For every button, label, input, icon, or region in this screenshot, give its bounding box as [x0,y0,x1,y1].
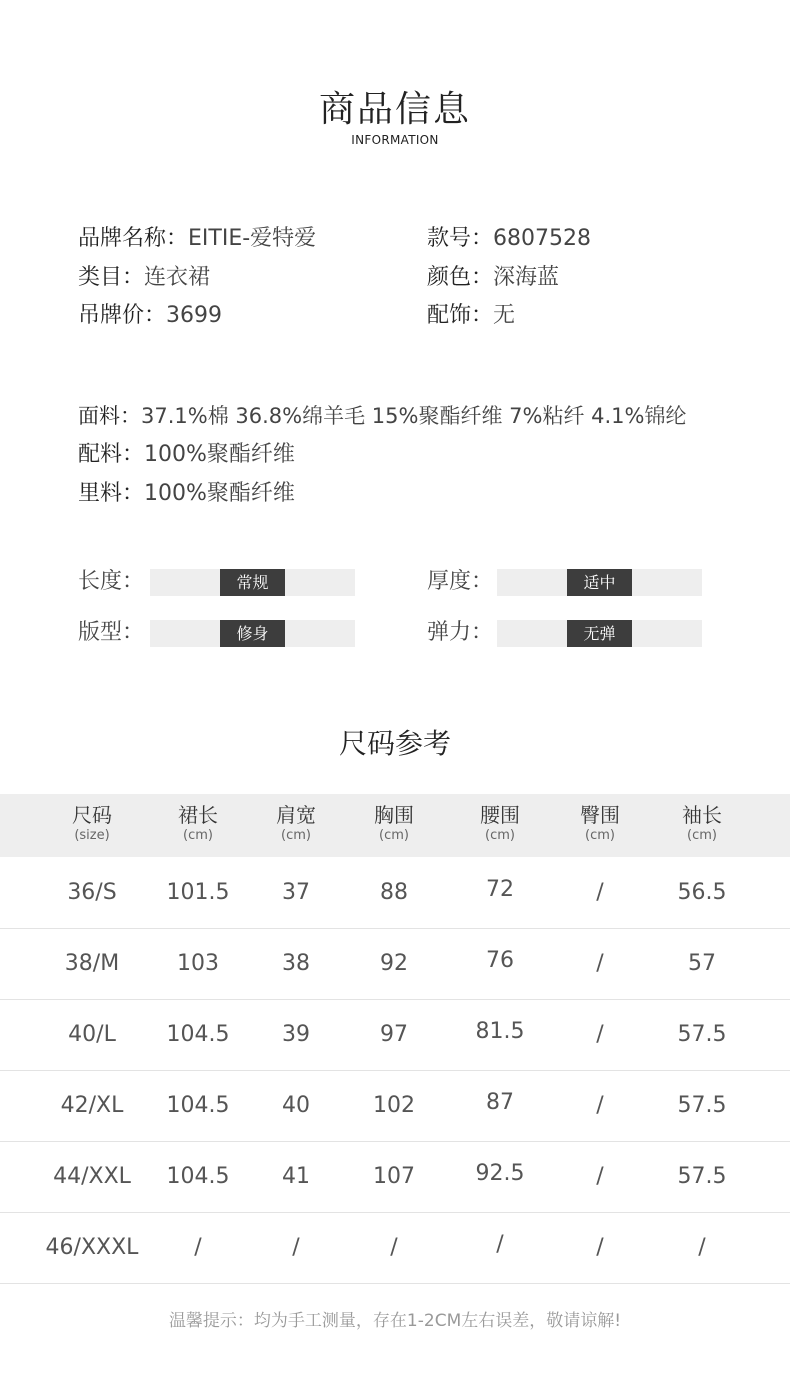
measurement-note: 温馨提示：均为手工测量，存在1-2CM左右误差，敬请谅解! [168,1311,622,1331]
cell-waist: 76 [486,948,514,973]
cell-hip: / [596,880,604,905]
elasticity-bar [497,620,702,647]
header-waist [480,802,520,844]
cell-size: 40/L [68,1022,116,1047]
brand-info [78,224,316,254]
cell-size: 44/XXL [53,1164,131,1189]
cell-hip: / [596,1164,604,1189]
price-value: 3699 [166,303,223,328]
fabric-info [78,401,686,431]
model-label: 款号： [427,226,494,251]
cell-waist: 81.5 [475,1019,525,1044]
size-table-title: 尺码参考 [338,727,451,760]
cell-sleeve: 57.5 [677,1093,727,1118]
cell-length: 104.5 [166,1022,230,1047]
header-shoulder [276,802,316,844]
accessory-info [427,301,515,331]
length-tag: 常规 [220,569,285,596]
cell-chest: / [390,1235,398,1260]
cell-waist: 87 [486,1090,514,1115]
cell-shoulder: / [292,1235,300,1260]
thickness-label: 厚度： [427,569,494,594]
header-name: 胸围 [374,803,414,827]
header-length [178,802,218,844]
header-name: 袖长 [682,803,722,827]
cell-shoulder: 39 [282,1022,310,1047]
fabric-value: 37.1%棉 36.8%绵羊毛 15%聚酯纤维 7%粘纤 4.1%锦纶 [141,404,687,428]
color-value: 深海蓝 [493,265,560,290]
category-label: 类目： [78,265,145,290]
lining-label: 里料： [78,481,145,506]
header-sleeve [682,802,722,844]
cell-shoulder: 37 [282,880,310,905]
cell-chest: 97 [380,1022,408,1047]
header-name: 裙长 [178,803,218,827]
fit-bar [150,620,355,647]
header-unit: (cm) [687,828,717,843]
fit-label: 版型： [78,620,145,645]
table-row [0,999,790,1071]
header-unit: (cm) [379,828,409,843]
table-row [0,1212,790,1284]
header-unit: (size) [74,828,110,843]
cell-hip: / [596,1022,604,1047]
header-name: 肩宽 [276,803,316,827]
thickness-tag: 适中 [567,569,632,596]
fit-tag: 修身 [220,620,285,647]
header-name: 臀围 [580,803,620,827]
size-table-header [0,794,790,857]
cell-sleeve: 57 [688,951,716,976]
cell-length: 104.5 [166,1164,230,1189]
lining-value: 100%聚酯纤维 [144,481,295,506]
table-row [0,857,790,929]
header-unit: (cm) [281,828,311,843]
header-chest [374,802,414,844]
cell-hip: / [596,1235,604,1260]
cell-size: 42/XL [60,1093,124,1118]
header-unit: (cm) [585,828,615,843]
cell-chest: 92 [380,951,408,976]
lining-info [78,479,295,509]
page-subtitle: INFORMATION [351,133,439,147]
elasticity-tag: 无弹 [567,620,632,647]
trim-value: 100%聚酯纤维 [144,442,295,467]
cell-length: 101.5 [166,880,230,905]
color-label: 颜色： [427,265,494,290]
category-info [78,263,210,293]
cell-length: / [194,1235,202,1260]
thickness-bar [497,569,702,596]
header-size [72,802,112,844]
cell-size: 36/S [67,880,117,905]
cell-shoulder: 41 [282,1164,310,1189]
accessory-label: 配饰： [427,303,494,328]
cell-size: 46/XXXL [45,1235,139,1260]
cell-sleeve: 57.5 [677,1022,727,1047]
brand-label: 品牌名称： [78,226,189,251]
cell-hip: / [596,1093,604,1118]
cell-chest: 102 [373,1093,415,1118]
model-value: 6807528 [493,226,591,251]
header-hip [580,802,620,844]
page-title: 商品信息 [318,89,471,130]
brand-value: EITIE-爱特爱 [188,226,317,251]
cell-waist: 92.5 [475,1161,525,1186]
cell-hip: / [596,951,604,976]
elasticity-label: 弹力： [427,620,494,645]
category-value: 连衣裙 [144,265,211,290]
cell-sleeve: / [698,1235,706,1260]
trim-info [78,440,295,470]
cell-shoulder: 40 [282,1093,310,1118]
cell-waist: / [496,1232,504,1257]
color-info [427,263,559,293]
cell-size: 38/M [64,951,120,976]
cell-waist: 72 [486,877,514,902]
header-unit: (cm) [485,828,515,843]
price-label: 吊牌价： [78,303,167,328]
cell-length: 104.5 [166,1093,230,1118]
cell-sleeve: 57.5 [677,1164,727,1189]
header-unit: (cm) [183,828,213,843]
fabric-label: 面料： [78,404,141,428]
header-name: 尺码 [72,803,112,827]
cell-shoulder: 38 [282,951,310,976]
cell-chest: 88 [380,880,408,905]
header-name: 腰围 [480,803,520,827]
trim-label: 配料： [78,442,145,467]
table-row [0,1141,790,1213]
cell-sleeve: 56.5 [677,880,727,905]
cell-chest: 107 [373,1164,415,1189]
length-bar [150,569,355,596]
model-info [427,224,591,254]
accessory-value: 无 [493,303,516,328]
table-row [0,928,790,1000]
price-info [78,301,222,331]
length-label: 长度： [78,569,145,594]
cell-length: 103 [177,951,219,976]
table-row [0,1070,790,1142]
